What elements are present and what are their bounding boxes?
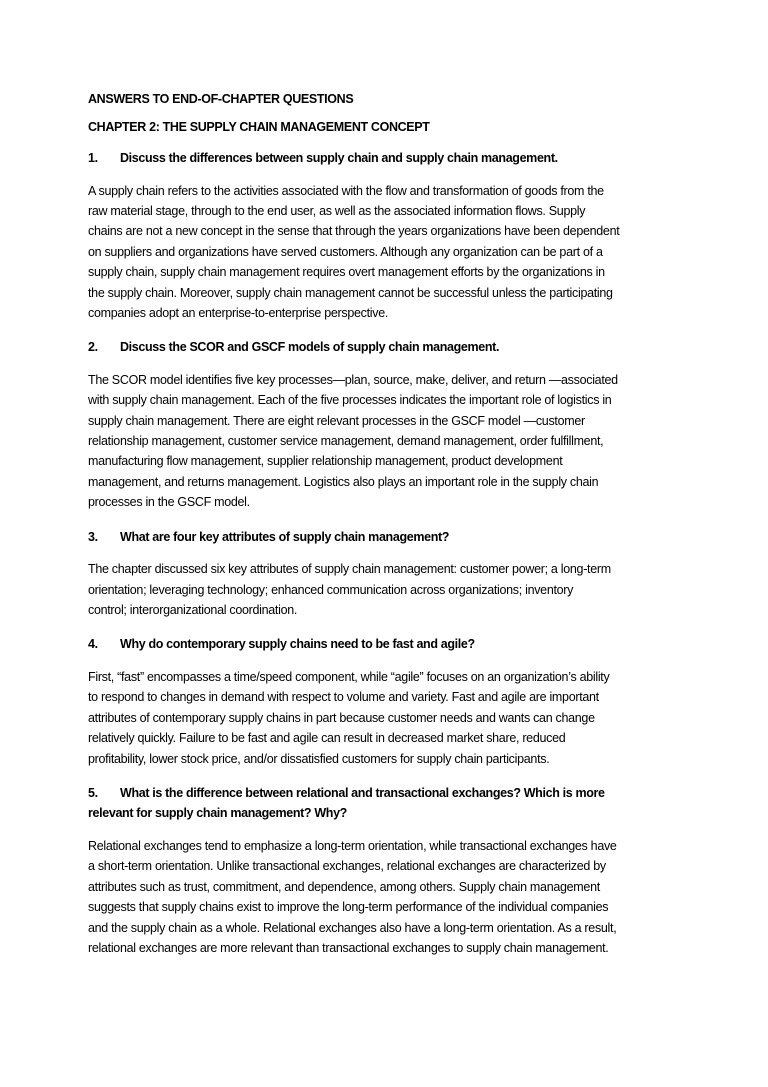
answer-line: the supply chain. Moreover, supply chain management cannot be successful unless the participating xyxy=(88,285,613,300)
question-text: Why do contemporary supply chains need to be fast and agile? xyxy=(120,637,475,652)
question-heading xyxy=(88,634,688,655)
answer-line: supply chain, supply chain management requires overt management efforts by the organizations in xyxy=(88,265,605,280)
document-page xyxy=(88,92,688,958)
answer-line: First, “fast” encompasses a time/speed component, while “agile” focuses on an organization’s ability xyxy=(88,669,610,684)
question-heading xyxy=(88,148,688,169)
answer-line: on suppliers and organizations have served customers. Although any organization can be part of a xyxy=(88,244,603,259)
question-number: 4. xyxy=(88,637,98,652)
answer-line: processes in the GSCF model. xyxy=(88,495,250,510)
document-title: ANSWERS TO END-OF-CHAPTER QUESTIONS xyxy=(88,92,354,106)
answer-line: The SCOR model identifies five key processes—plan, source, make, deliver, and return —associated xyxy=(88,372,618,387)
question-number: 5. xyxy=(88,785,98,800)
chapter-heading: CHAPTER 2: THE SUPPLY CHAIN MANAGEMENT CONCEPT xyxy=(88,120,430,134)
answer-line: The chapter discussed six key attributes of supply chain management: customer power; a long-term xyxy=(88,562,611,577)
question-line xyxy=(88,783,688,804)
answer-line: raw material stage, through to the end user, as well as the associated information flows. Supply xyxy=(88,203,586,218)
answer-paragraph xyxy=(88,181,688,324)
answer-line: suggests that supply chains exist to improve the long-term performance of the individual companies xyxy=(88,900,609,915)
questions-list xyxy=(88,148,688,958)
question-number: 2. xyxy=(88,340,98,355)
answer-line: orientation; leveraging technology; enhanced communication across organizations; inventory xyxy=(88,582,574,597)
answer-paragraph xyxy=(88,370,688,513)
answer-line: management, and returns management. Logistics also plays an important role in the supply chain xyxy=(88,474,599,489)
question-number: 1. xyxy=(88,151,98,165)
question-line xyxy=(88,337,688,358)
question-text: Discuss the differences between supply chain and supply chain management. xyxy=(120,151,558,165)
answer-line: relationship management, customer service management, demand management, order fulfillment, xyxy=(88,434,604,449)
answer-line: profitability, lower stock price, and/or dissatisfied customers for supply chain participants. xyxy=(88,751,550,766)
answer-line: control; interorganizational coordination. xyxy=(88,603,298,617)
answer-paragraph xyxy=(88,667,688,769)
question-line xyxy=(88,803,688,824)
question-text: Discuss the SCOR and GSCF models of supply chain management. xyxy=(120,340,500,355)
answer-line: companies adopt an enterprise-to-enterprise perspective. xyxy=(88,305,389,320)
answer-paragraph xyxy=(88,836,688,958)
question-heading xyxy=(88,337,688,358)
question-text: relevant for supply chain management? Why? xyxy=(88,806,347,821)
question-text: What is the difference between relational and transactional exchanges? Which is more xyxy=(120,785,605,800)
answer-line: supply chain management. There are eight relevant processes in the GSCF model —customer xyxy=(88,413,585,428)
answer-paragraph xyxy=(88,559,688,620)
answer-line: chains are not a new concept in the sense that through the years organizations have been dependent xyxy=(88,224,620,239)
answer-line: attributes of contemporary supply chains in part because customer needs and wants can change xyxy=(88,710,595,725)
answer-line: manufacturing flow management, supplier relationship management, product development xyxy=(88,454,563,469)
answer-line: Relational exchanges tend to emphasize a long-term orientation, while transactional exchanges have xyxy=(88,838,617,853)
answer-line: attributes such as trust, commitment, and dependence, among others. Supply chain management xyxy=(88,879,600,894)
answer-line: A supply chain refers to the activities associated with the flow and transformation of goods from the xyxy=(88,183,604,198)
answer-line: with supply chain management. Each of the five processes indicates the important role of logistics in xyxy=(88,393,612,408)
question-line xyxy=(88,527,688,548)
question-text: What are four key attributes of supply chain management? xyxy=(120,529,450,544)
answer-line: a short-term orientation. Unlike transactional exchanges, relational exchanges are characterized by xyxy=(88,859,606,874)
question-number: 3. xyxy=(88,529,98,544)
question-heading xyxy=(88,527,688,548)
answer-line: relatively quickly. Failure to be fast and agile can result in decreased market share, reduced xyxy=(88,731,566,746)
answer-line: relational exchanges are more relevant than transactional exchanges to supply chain management. xyxy=(88,940,609,955)
question-heading xyxy=(88,783,688,824)
question-line xyxy=(88,148,688,169)
question-line xyxy=(88,634,688,655)
answer-line: and the supply chain as a whole. Relational exchanges also have a long-term orientation. As a result, xyxy=(88,920,617,935)
answer-line: to respond to changes in demand with respect to volume and variety. Fast and agile are important xyxy=(88,690,599,705)
